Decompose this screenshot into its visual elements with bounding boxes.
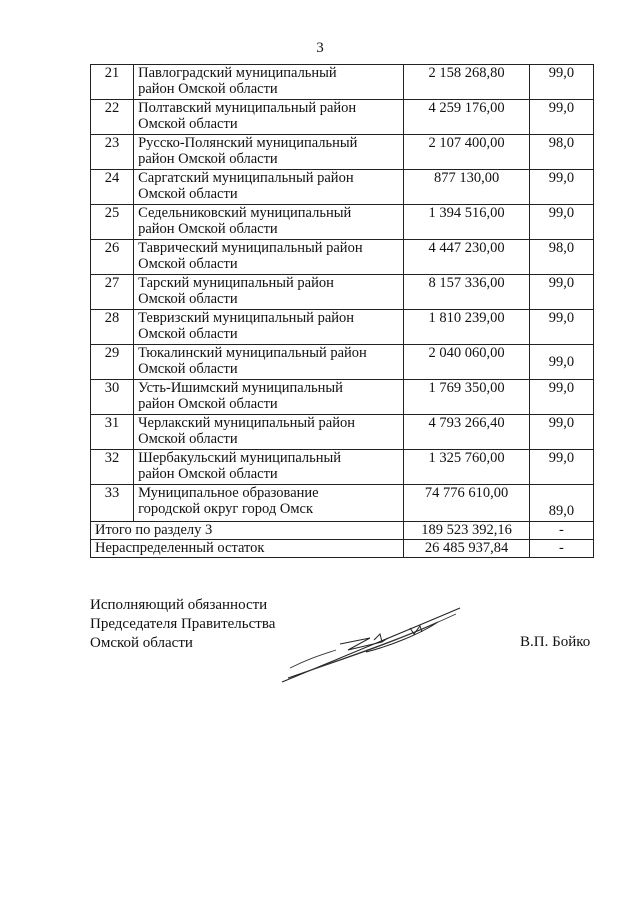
municipality-name-line: район Омской области <box>138 81 278 97</box>
page-number: 3 <box>316 40 324 56</box>
row-number: 21 <box>91 65 134 100</box>
municipality-name-line: район Омской области <box>138 466 278 482</box>
percent: 99,0 <box>529 65 593 100</box>
table-row <box>91 65 594 100</box>
row-number: 25 <box>91 205 134 240</box>
percent: 99,0 <box>529 170 593 205</box>
total-pct: - <box>529 522 593 540</box>
table-row <box>91 275 594 310</box>
total-label: Итого по разделу 3 <box>91 522 404 540</box>
municipality-name <box>134 275 404 310</box>
percent: 99,0 <box>529 310 593 345</box>
table-row <box>91 450 594 485</box>
amount: 4 447 230,00 <box>404 240 530 275</box>
percent: 98,0 <box>529 240 593 275</box>
percent: 99,0 <box>529 450 593 485</box>
amount: 8 157 336,00 <box>404 275 530 310</box>
municipality-name-line: Омской области <box>138 361 238 377</box>
municipality-name-line: район Омской области <box>138 221 278 237</box>
municipality-name <box>134 345 404 380</box>
municipality-name <box>134 170 404 205</box>
municipality-name-line: Тевризский муниципальный район <box>138 310 355 326</box>
remainder-pct: - <box>529 540 593 558</box>
total-amount: 189 523 392,16 <box>404 522 530 540</box>
table-row <box>91 100 594 135</box>
percent: 99,0 <box>529 415 593 450</box>
table-row <box>91 415 594 450</box>
amount: 1 394 516,00 <box>404 205 530 240</box>
row-number: 28 <box>91 310 134 345</box>
municipality-name <box>134 310 404 345</box>
municipality-name-line: Усть-Ишимский муниципальный <box>138 380 343 396</box>
signatory-title <box>90 596 275 653</box>
signatory-title-line: Исполняющий обязанности <box>90 597 268 613</box>
municipality-name <box>134 205 404 240</box>
table-row <box>91 205 594 240</box>
handwritten-signature <box>270 600 470 690</box>
remainder-row <box>91 540 594 558</box>
amount: 74 776 610,00 <box>404 485 530 522</box>
municipality-name-line: Тарский муниципальный район <box>138 275 334 291</box>
row-number: 33 <box>91 485 134 522</box>
table-row <box>91 380 594 415</box>
amount: 2 040 060,00 <box>404 345 530 380</box>
percent: 99,0 <box>529 205 593 240</box>
municipality-name-line: Тюкалинский муниципальный район <box>138 345 367 361</box>
municipality-name <box>134 240 404 275</box>
amount: 877 130,00 <box>404 170 530 205</box>
municipality-name-line: Омской области <box>138 291 238 307</box>
table-row <box>91 170 594 205</box>
percent: 89,0 <box>529 485 593 522</box>
municipality-name-line: Павлоградский муниципальный <box>138 65 337 81</box>
municipality-name <box>134 450 404 485</box>
percent: 99,0 <box>529 345 593 380</box>
allocation-table <box>90 64 594 558</box>
row-number: 22 <box>91 100 134 135</box>
row-number: 29 <box>91 345 134 380</box>
municipality-name-line: Омской области <box>138 116 238 132</box>
municipality-name-line: Таврический муниципальный район <box>138 240 363 256</box>
municipality-name-line: городской округ город Омск <box>138 501 313 517</box>
municipality-name <box>134 380 404 415</box>
signatory-title-line: Омской области <box>90 635 193 651</box>
municipality-name-line: Шербакульский муниципальный <box>138 450 342 466</box>
signatory-title-line: Председателя Правительства <box>90 616 276 632</box>
amount: 2 158 268,80 <box>404 65 530 100</box>
table-row <box>91 310 594 345</box>
row-number: 23 <box>91 135 134 170</box>
municipality-name-line: Русско-Полянский муниципальный <box>138 135 358 151</box>
municipality-name-line: Полтавский муниципальный район <box>138 100 357 116</box>
row-number: 32 <box>91 450 134 485</box>
municipality-name-line: Саргатский муниципальный район <box>138 170 354 186</box>
percent: 99,0 <box>529 275 593 310</box>
table-row <box>91 240 594 275</box>
municipality-name-line: Черлакский муниципальный район <box>138 415 355 431</box>
municipality-name-line: район Омской области <box>138 396 278 412</box>
municipality-name-line: Седельниковский муниципальный <box>138 205 352 221</box>
table-row <box>91 135 594 170</box>
row-number: 31 <box>91 415 134 450</box>
amount: 4 259 176,00 <box>404 100 530 135</box>
row-number: 26 <box>91 240 134 275</box>
percent: 98,0 <box>529 135 593 170</box>
municipality-name <box>134 65 404 100</box>
total-row <box>91 522 594 540</box>
remainder-label: Нераспределенный остаток <box>91 540 404 558</box>
signatory-name: В.П. Бойко <box>520 634 591 650</box>
municipality-name-line: Омской области <box>138 326 238 342</box>
remainder-amount: 26 485 937,84 <box>404 540 530 558</box>
row-number: 24 <box>91 170 134 205</box>
municipality-name <box>134 485 404 522</box>
percent: 99,0 <box>529 380 593 415</box>
table-body <box>91 65 594 522</box>
percent: 99,0 <box>529 100 593 135</box>
table-row <box>91 345 594 380</box>
municipality-name <box>134 415 404 450</box>
municipality-name-line: Омской области <box>138 186 238 202</box>
municipality-name <box>134 100 404 135</box>
amount: 1 810 239,00 <box>404 310 530 345</box>
row-number: 30 <box>91 380 134 415</box>
amount: 1 769 350,00 <box>404 380 530 415</box>
municipality-name-line: Омской области <box>138 256 238 272</box>
municipality-name-line: Муниципальное образование <box>138 485 319 501</box>
row-number: 27 <box>91 275 134 310</box>
table-row <box>91 485 594 522</box>
municipality-name-line: район Омской области <box>138 151 278 167</box>
amount: 2 107 400,00 <box>404 135 530 170</box>
amount: 4 793 266,40 <box>404 415 530 450</box>
municipality-name <box>134 135 404 170</box>
amount: 1 325 760,00 <box>404 450 530 485</box>
municipality-name-line: Омской области <box>138 431 238 447</box>
